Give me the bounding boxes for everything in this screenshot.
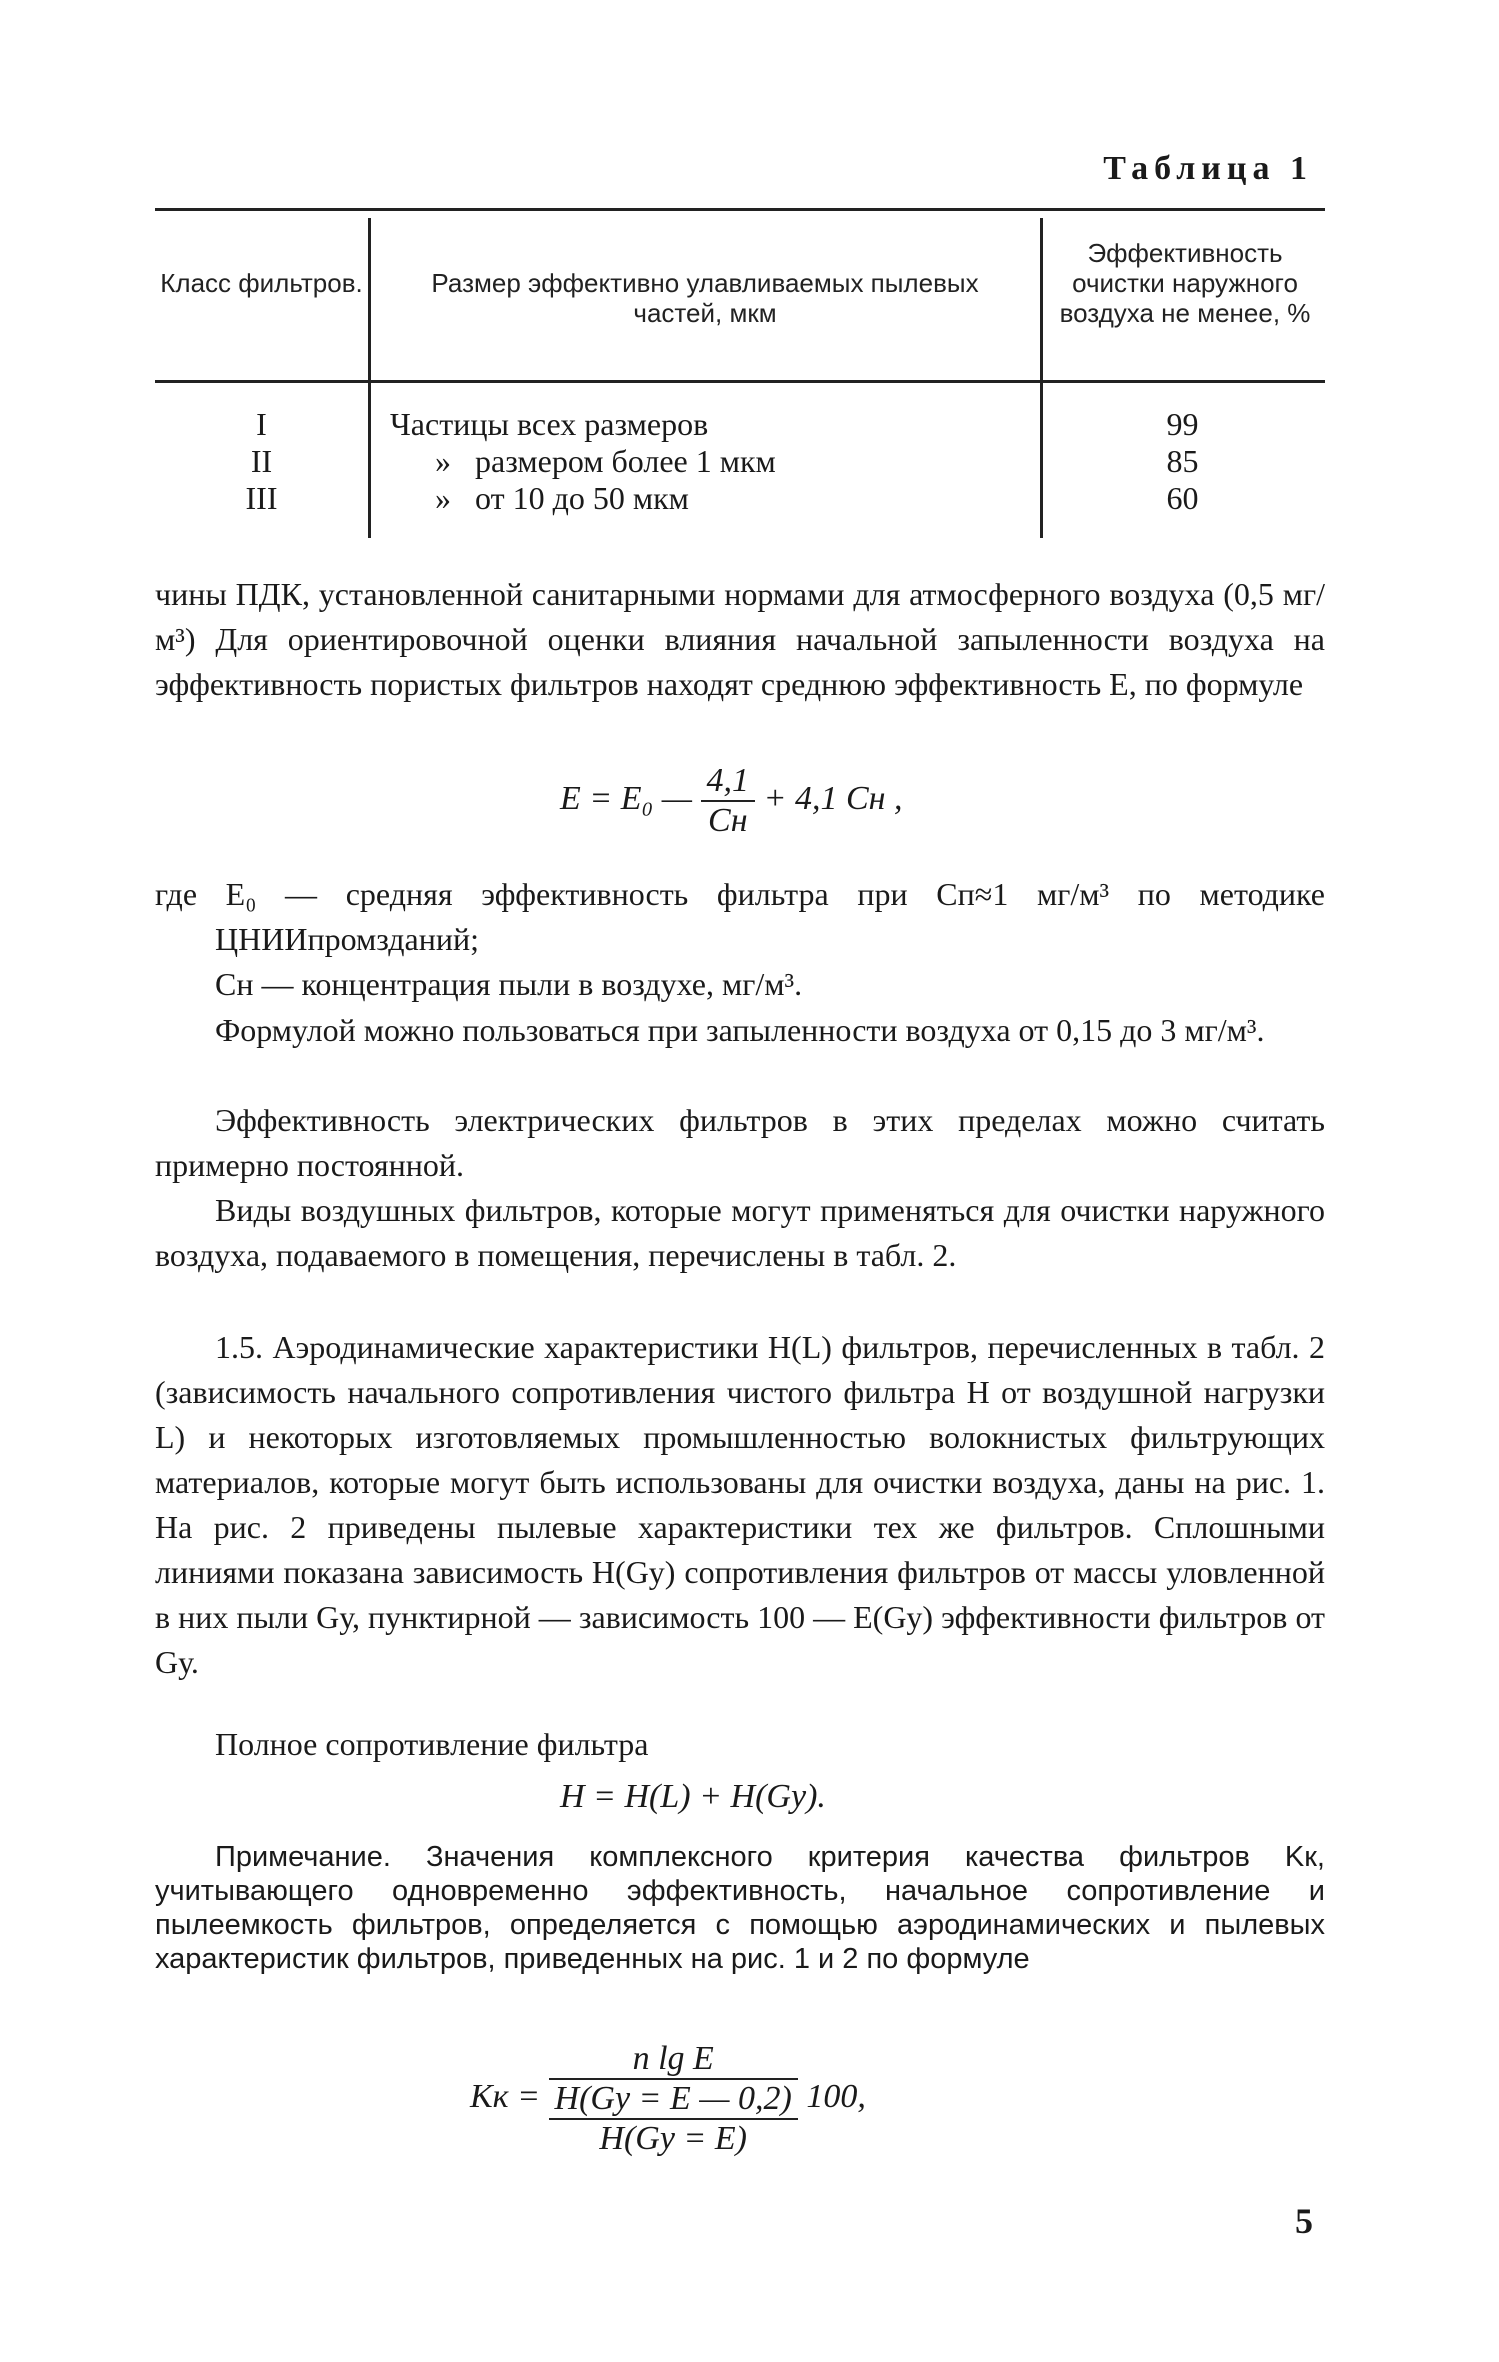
row-size: » от 10 до 50 мкм <box>435 480 689 516</box>
row-size: Частицы всех размеров <box>390 406 709 442</box>
row-efficiency: 85 <box>1166 443 1199 479</box>
formula-fraction <box>549 2040 798 2158</box>
definition-e0: где E₀ — средняя эффективность фильтра при Cп≈1 мг/м³ по методике ЦНИИпромзданий; <box>155 876 1325 957</box>
row-efficiency: 60 <box>1166 480 1199 516</box>
row-class: III <box>245 480 278 516</box>
paragraph: Эффективность электрических фильтров в этих пределах можно считать примерно постоянной. <box>155 1102 1325 1183</box>
formula-total-resistance: H = H(L) + H(Gу). <box>560 1778 826 1815</box>
row-class: II <box>250 443 273 479</box>
formula-fraction <box>701 762 756 840</box>
row-efficiency: 99 <box>1166 406 1199 442</box>
paragraph: Формулой можно пользоваться при запыленности воздуха от 0,15 до 3 мг/м³. <box>215 1012 1265 1048</box>
formula-numerator: n lg E <box>549 2040 798 2080</box>
table-caption: Таблица 1 <box>1103 150 1313 187</box>
definition-cn: Cн — концентрация пыли в воздухе, мг/м³. <box>215 966 803 1002</box>
formula-rhs: 100, <box>806 2077 866 2115</box>
formula-numerator: 4,1 <box>701 762 756 802</box>
formula-denominator-bottom: H(Gу = E) <box>599 2120 747 2157</box>
formula-rhs: + 4,1 Cн , <box>763 779 903 817</box>
formula-lhs: E = E₀ — <box>560 779 693 817</box>
paragraph: Полное сопротивление фильтра <box>215 1726 649 1762</box>
row-class: I <box>256 406 267 442</box>
note: Примечание. Значения комплексного критерия качества фильтров Kк, учитывающего одновременно эффективность, начальное сопротивление и пылеемкость фильтров, определяется с помощью аэродинамических и пылевых характеристик фильтров, приведенных на рис. 1 и 2 по формуле <box>155 1841 1325 1975</box>
header-size: Размер эффективно улавливаемых пылевых частей, мкм <box>431 268 979 328</box>
paragraph: чины ПДК, установленной санитарными нормами для атмосферного воздуха (0,5 мг/м³) Для ориентировочной оценки влияния начальной запыленности воздуха на эффективность пористых фильтров находят среднюю эффективность E, по формуле <box>155 576 1325 702</box>
section-1-5: 1.5. Аэродинамические характеристики H(L) фильтров, перечисленных в табл. 2 (зависимость начального сопротивления чистого фильтра H от воздушной нагрузки L) и некоторых изготовляемых промышленностью волокнистых фильтрующих материалов, которые могут быть использованы для очистки воздуха, даны на рис. 1. На рис. 2 приведены пылевые характеристики тех же фильтров. Сплошными линиями показана зависимость H(Gу) сопротивления фильтров от массы уловленной в них пыли Gу, пунктирной — зависимость 100 — E(Gу) эффективности фильтров от Gу. <box>155 1329 1325 1680</box>
formula-efficiency <box>560 762 903 840</box>
table-col-divider <box>368 218 371 538</box>
table-top-rule <box>155 208 1325 211</box>
formula-denominator-top: H(Gу = E — 0,2) <box>549 2080 798 2120</box>
header-class: Класс фильтров. <box>160 268 363 298</box>
formula-quality-criterion <box>470 2040 866 2158</box>
filter-class-table <box>155 208 1325 538</box>
paragraph: Виды воздушных фильтров, которые могут применяться для очистки наружного воздуха, подаваемого в помещения, перечислены в табл. 2. <box>155 1192 1325 1273</box>
row-size: » размером более 1 мкм <box>435 443 776 479</box>
formula-denominator: Cн <box>708 802 748 839</box>
formula-lhs: Kк = <box>470 2077 541 2115</box>
table-header-rule <box>155 380 1325 383</box>
header-efficiency: Эффективность очистки наружного воздуха не менее, % <box>1059 238 1311 328</box>
page-number: 5 <box>1295 2201 1313 2241</box>
